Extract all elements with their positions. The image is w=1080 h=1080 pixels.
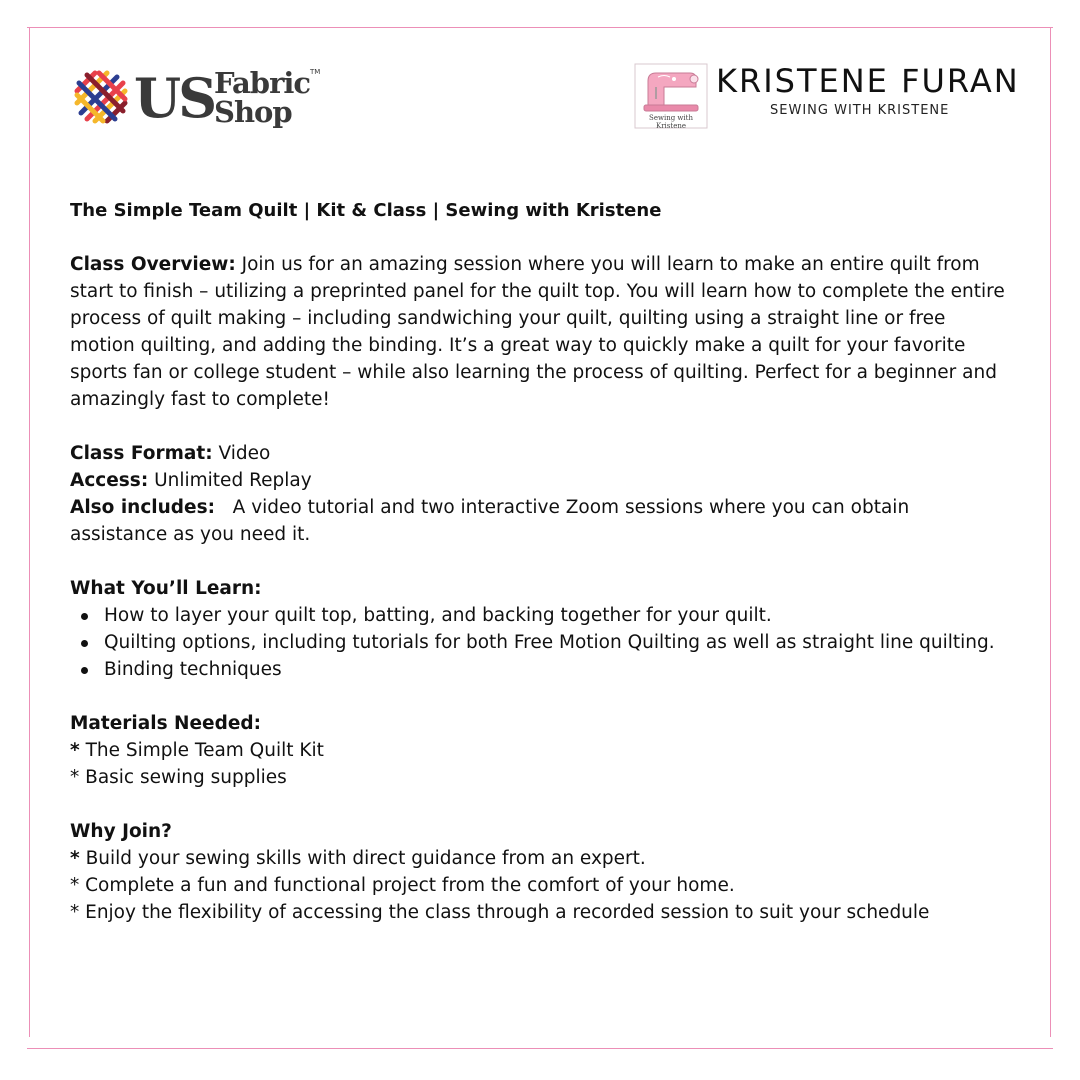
frame-bottom-border bbox=[27, 1048, 1053, 1049]
asterisk-marker: * bbox=[70, 902, 80, 923]
brand-subtitle: SEWING WITH KRISTENE bbox=[770, 103, 950, 118]
detail-value: Video bbox=[212, 443, 271, 464]
list-item: Quilting options, including tutorials for both Free Motion Quilting as well as straight line quilting. bbox=[104, 629, 1010, 656]
list-item: How to layer your quilt top, batting, and backing together for your quilt. bbox=[104, 602, 1010, 629]
page-title: The Simple Team Quilt | Kit & Class | Sewing with Kristene bbox=[70, 200, 662, 221]
list-item-text: The Simple Team Quilt Kit bbox=[79, 740, 324, 761]
frame-top-border bbox=[27, 27, 1053, 28]
us-fabric-shop-logo bbox=[73, 64, 323, 134]
materials-heading-text: Materials Needed: bbox=[70, 713, 262, 734]
list-item: Binding techniques bbox=[104, 656, 1010, 683]
class-description bbox=[70, 197, 1010, 926]
detail-value: Unlimited Replay bbox=[148, 470, 312, 491]
woven-lattice-icon bbox=[73, 69, 129, 125]
list-item bbox=[70, 737, 1010, 764]
detail-also-includes bbox=[70, 494, 1010, 548]
learn-heading bbox=[70, 575, 1010, 602]
spacer bbox=[70, 413, 1010, 440]
asterisk-marker: * bbox=[70, 740, 80, 761]
list-item-text: Build your sewing skills with direct guidance from an expert. bbox=[79, 848, 646, 869]
spacer bbox=[70, 791, 1010, 818]
list-item bbox=[70, 899, 1010, 926]
detail-value: A video tutorial and two interactive Zoom sessions where you can obtain assistance as you need it. bbox=[70, 497, 916, 545]
materials-heading bbox=[70, 710, 1010, 737]
frame-left-border bbox=[29, 27, 30, 1037]
learn-heading-text: What You’ll Learn: bbox=[70, 578, 262, 599]
detail-label: Access: bbox=[70, 470, 149, 491]
list-item bbox=[70, 872, 1010, 899]
overview-text: Join us for an amazing session where you will learn to make an entire quilt from start to finish – utilizing a preprinted panel for the quilt top. You will learn how to complete the entire process of quilt making – including sandwiching your quilt, quilting using a straight line or free motion quilting, and adding the binding. It’s a great way to quickly make a quilt for your favorite sports fan or college student – while also learning the process of quilting. Perfect for a beginner and amazingly fast to complete! bbox=[70, 254, 1005, 410]
list-item-text: Basic sewing supplies bbox=[79, 767, 287, 788]
list-item bbox=[70, 845, 1010, 872]
list-item-text: Complete a fun and functional project from the comfort of your home. bbox=[79, 875, 735, 896]
learn-list bbox=[70, 602, 1010, 683]
spacer bbox=[70, 548, 1010, 575]
why-heading bbox=[70, 818, 1010, 845]
detail-label: Class Format: bbox=[70, 443, 213, 464]
sewing-machine-badge bbox=[634, 63, 708, 129]
list-item-text: Enjoy the flexibility of accessing the class through a recorded session to suit your schedule bbox=[79, 902, 930, 923]
list-item bbox=[70, 764, 1010, 791]
why-heading-text: Why Join? bbox=[70, 821, 172, 842]
overview-label: Class Overview: bbox=[70, 254, 236, 275]
asterisk-marker: * bbox=[70, 767, 80, 788]
logo-shop-text: Shop bbox=[214, 95, 292, 129]
logo-trademark: TM bbox=[310, 68, 321, 76]
asterisk-marker: * bbox=[70, 848, 80, 869]
overview-paragraph bbox=[70, 251, 1010, 413]
detail-access bbox=[70, 467, 1010, 494]
logo-fabric-text: Fabric bbox=[214, 66, 311, 100]
detail-class-format bbox=[70, 440, 1010, 467]
spacer bbox=[70, 224, 1010, 251]
badge-caption: Sewing with Kristene bbox=[649, 114, 693, 130]
detail-label: Also includes: bbox=[70, 497, 216, 518]
frame-right-border bbox=[1050, 27, 1051, 1037]
asterisk-marker: * bbox=[70, 875, 80, 896]
brand-name: KRISTENE FURAN bbox=[716, 62, 1020, 100]
spacer bbox=[70, 683, 1010, 710]
logo-us-text: US bbox=[134, 66, 215, 130]
